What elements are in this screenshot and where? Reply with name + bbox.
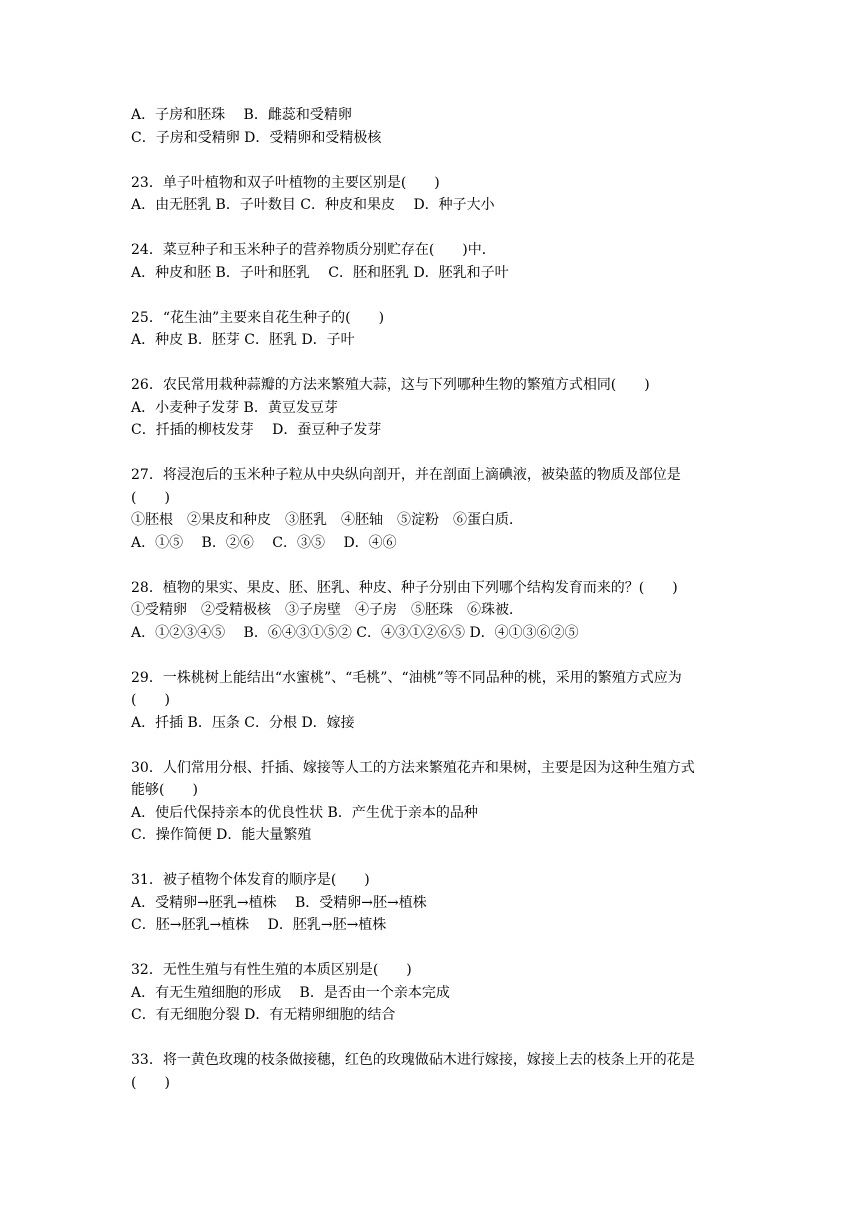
option-line: A．种皮 B．胚芽 C．胚乳 D．子叶 [131,332,355,348]
option-line: A．小麦种子发芽 B．黄豆发豆芽 [131,399,338,416]
question-block [131,757,731,847]
option-line: A．扦插 B．压条 C．分根 D．嫁接 [131,714,355,731]
question-block [131,104,731,149]
question-stem: 30．人们常用分根、扦插、嫁接等人工的方法来繁殖花卉和果树，主要是因为这种生殖方式 [131,759,695,776]
question-stem: 28．植物的果实、果皮、胚、胚乳、种皮、种子分别由下列哪个结构发育而来的？( ) [131,579,678,596]
option-line: A．使后代保持亲本的优良性状 B．产生优于亲本的品种 [131,804,478,821]
question-stem: 29．一株桃树上能结出“水蜜桃”、“毛桃”、“油桃”等不同品种的桃，采用的繁殖方式应为 [131,669,682,686]
question-block [131,577,731,645]
question-stem: 32．无性生殖与有性生殖的本质区别是( ) [131,962,412,978]
item-list: ①受精卵 ②受精极核 ③子房壁 ④子房 ⑤胚珠 ⑥珠被． [131,602,523,618]
question-block [131,239,731,284]
question-stem: 23．单子叶植物和双子叶植物的主要区别是( ) [131,174,440,191]
question-block [131,307,731,352]
question-stem: ( ) [131,1074,170,1091]
document-page [131,104,731,1094]
question-stem: 26．农民常用栽种蒜瓣的方法来繁殖大蒜，这与下列哪种生物的繁殖方式相同( ) [131,377,650,393]
question-stem: 25．“花生油”主要来自花生种子的( ) [131,309,385,326]
option-line: A．①⑤ B．②⑥ C．③⑤ D．④⑥ [131,534,397,551]
question-block [131,374,731,442]
option-line: C．有无细胞分裂 D．有无精卵细胞的结合 [131,1007,396,1023]
option-line: A．种皮和胚 B．子叶和胚乳 C．胚和胚乳 D．胚乳和子叶 [131,264,509,281]
item-list: ①胚根 ②果皮和种皮 ③胚乳 ④胚轴 ⑤淀粉 ⑥蛋白质． [131,512,523,528]
question-stem: ( ) [131,692,170,708]
question-block [131,667,731,735]
question-stem: 33．将一黄色玫瑰的枝条做接穗，红色的玫瑰做砧木进行嫁接，嫁接上去的枝条上开的花是 [131,1052,695,1068]
question-stem: 27．将浸泡后的玉米种子粒从中央纵向剖开，并在剖面上滴碘液，被染蓝的物质及部位是 [131,467,681,483]
question-block [131,959,731,1027]
question-stem: 能够( ) [131,782,198,798]
option-line: C．子房和受精卵 D．受精卵和受精极核 [131,129,382,146]
question-stem: 31．被子植物个体发育的顺序是( ) [131,872,370,888]
option-line: C．胚→胚乳→植株 D．胚乳→胚→植株 [131,917,387,933]
option-line: A．有无生殖细胞的形成 B．是否由一个亲本完成 [131,984,450,1001]
option-line: A．受精卵→胚乳→植株 B．受精卵→胚→植株 [131,894,427,911]
question-block [131,464,731,554]
question-stem: 24．菜豆种子和玉米种子的营养物质分别贮存在( )中． [131,242,496,258]
question-stem: ( ) [131,489,170,506]
question-block [131,172,731,217]
option-line: A．①②③④⑤ B．⑥④③①⑤② C．④③①②⑥⑤ D．④①③⑥②⑤ [131,624,579,641]
question-block [131,1049,731,1094]
option-line: C．操作简便 D．能大量繁殖 [131,827,312,843]
question-block [131,869,731,937]
option-line: A．子房和胚珠 B．雌蕊和受精卵 [131,107,352,123]
option-line: C．扦插的柳枝发芽 D．蚕豆种子发芽 [131,422,382,438]
option-line: A．由无胚乳 B．子叶数目 C．种皮和果皮 D．种子大小 [131,197,495,213]
